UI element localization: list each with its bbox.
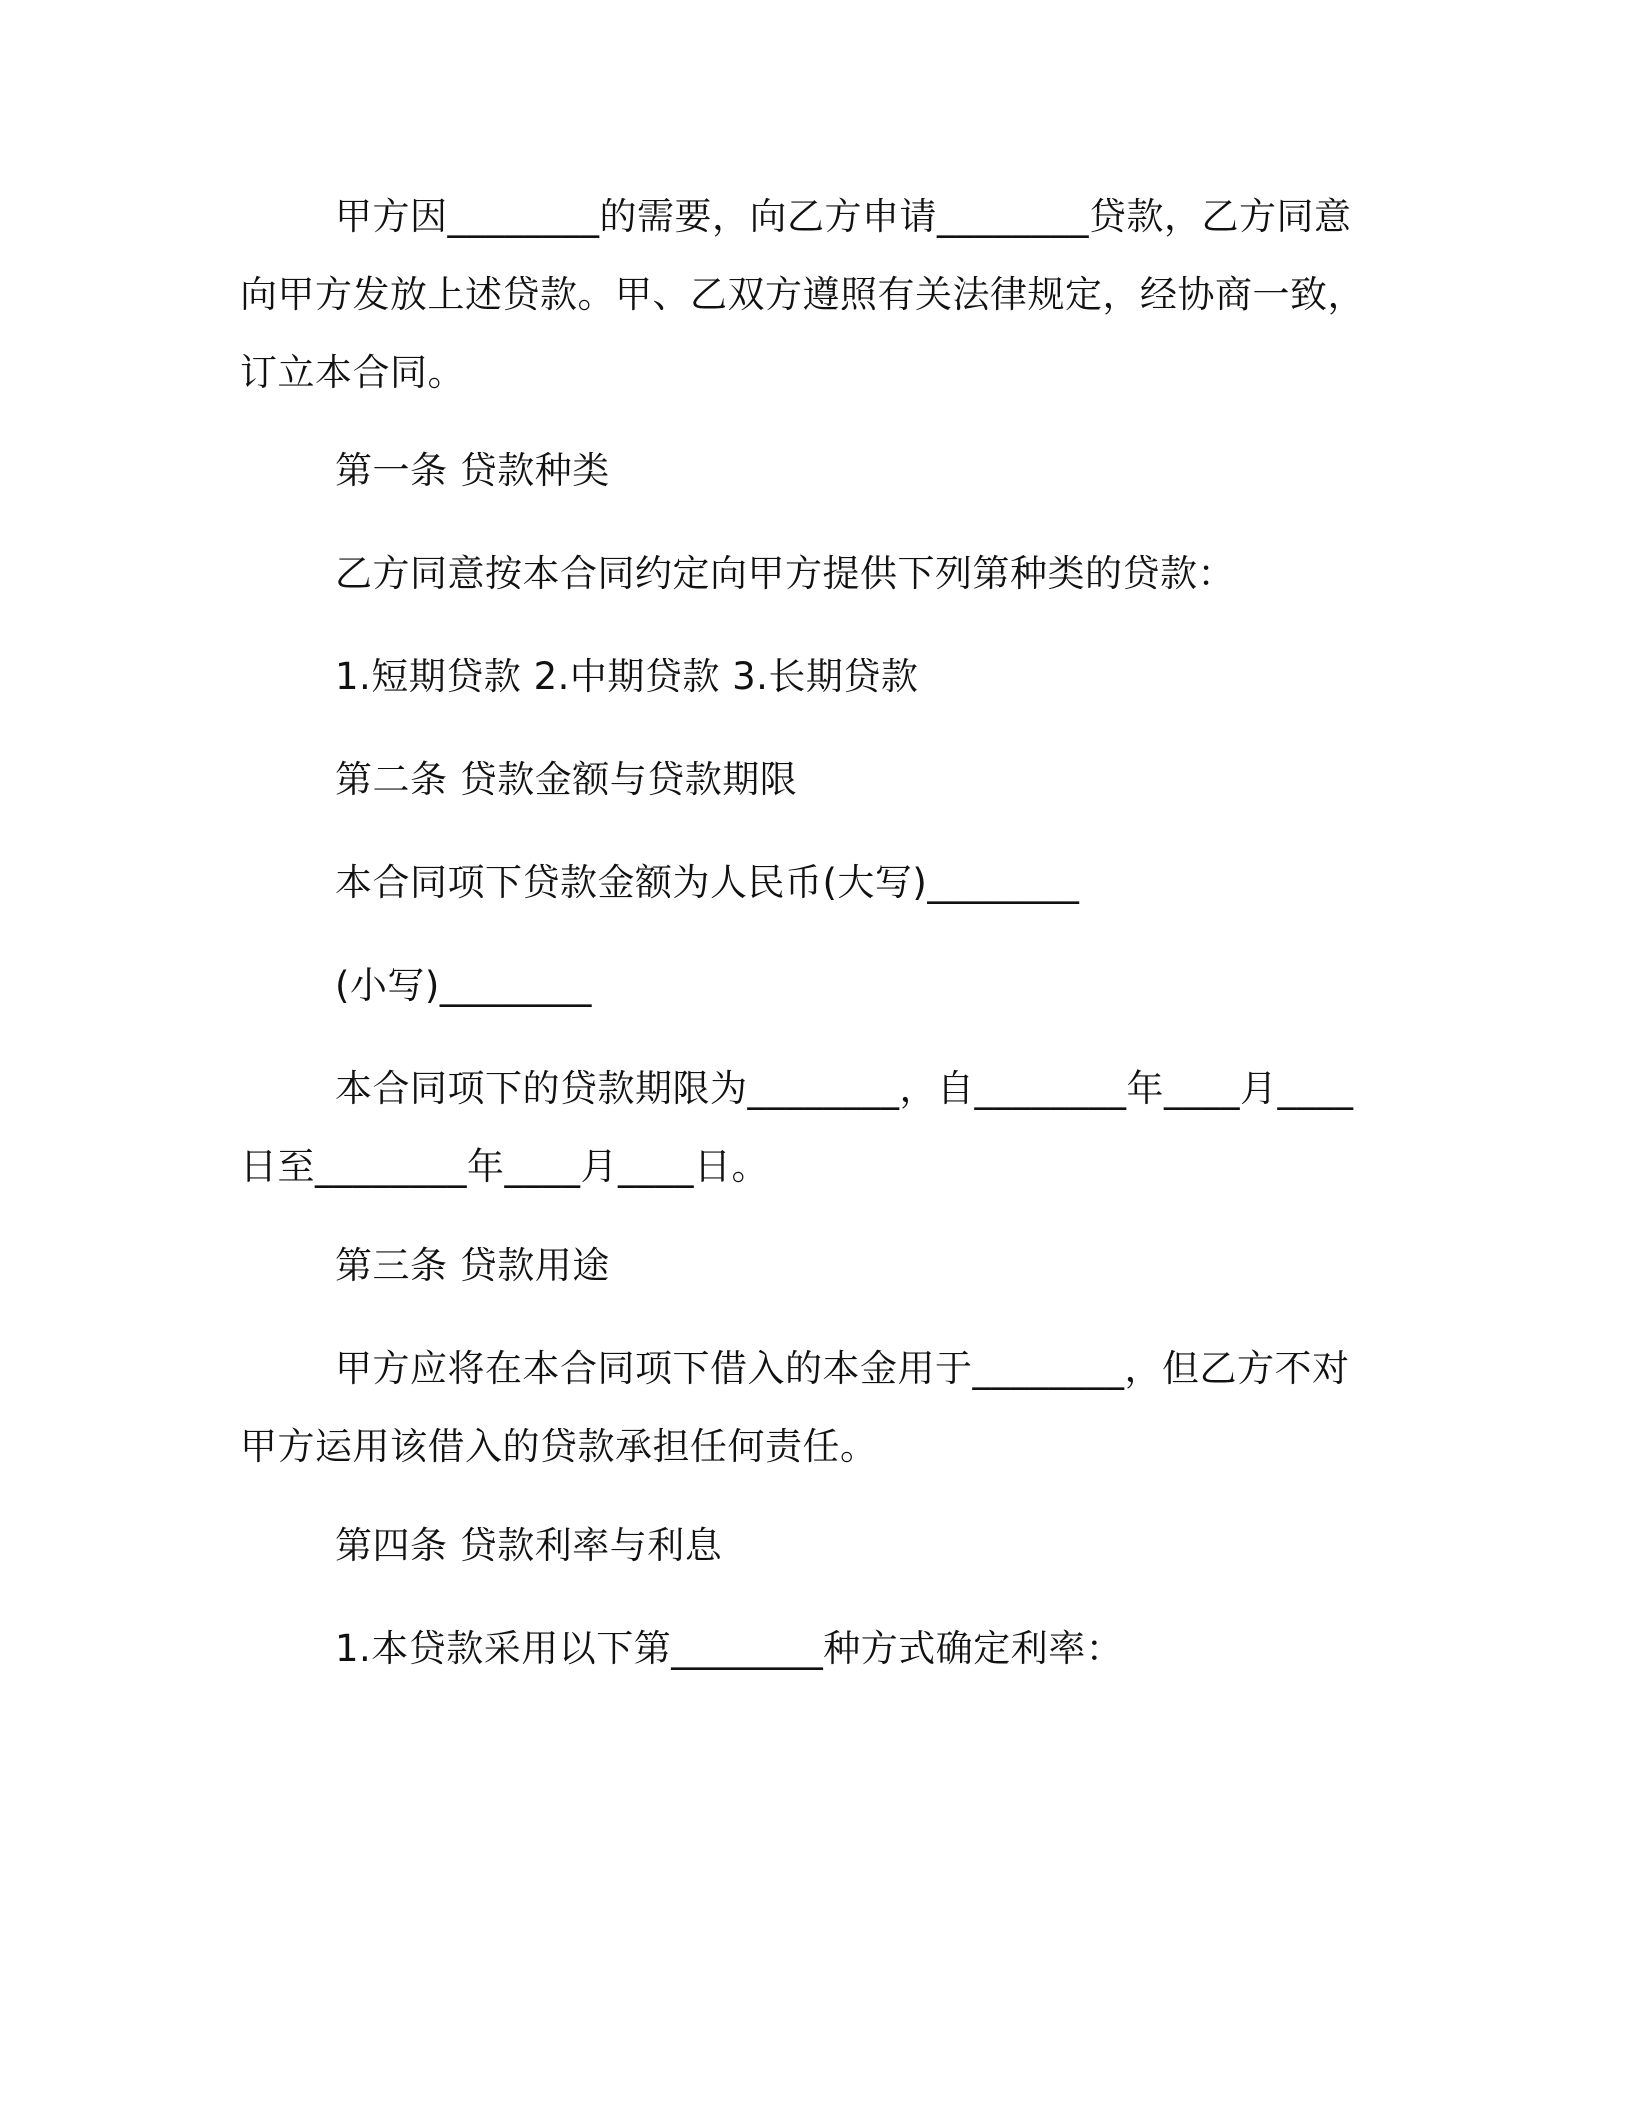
article-4-heading: 第四条 贷款利率与利息 [335,1524,723,1567]
loan-amount-uppercase: 本合同项下贷款金额为人民币(大写)________ [335,861,1080,904]
article-1-text: 乙方同意按本合同约定向甲方提供下列第种类的贷款： [335,552,1235,595]
loan-purpose-paragraph: 甲方应将在本合同项下借入的本金用于________，但乙方不对甲方运用该借入的贷款承担任何责任。 [240,1347,1350,1468]
interest-rate-method: 1.本贷款采用以下第________种方式确定利率： [335,1627,1124,1670]
article-2-heading: 第二条 贷款金额与贷款期限 [335,758,798,801]
loan-term-paragraph: 本合同项下的贷款期限为________，自________年____月____日至________年____月____日。 [240,1067,1354,1188]
article-3-heading: 第三条 贷款用途 [335,1244,610,1287]
loan-amount-lowercase: (小写)________ [335,964,592,1007]
loan-types-list: 1.短期贷款 2.中期贷款 3.长期贷款 [335,655,919,698]
intro-paragraph: 甲方因________的需要，向乙方申请________贷款，乙方同意向甲方发放上述贷款。甲、乙双方遵照有关法律规定，经协商一致，订立本合同。 [240,195,1365,394]
article-1-heading: 第一条 贷款种类 [335,449,610,492]
